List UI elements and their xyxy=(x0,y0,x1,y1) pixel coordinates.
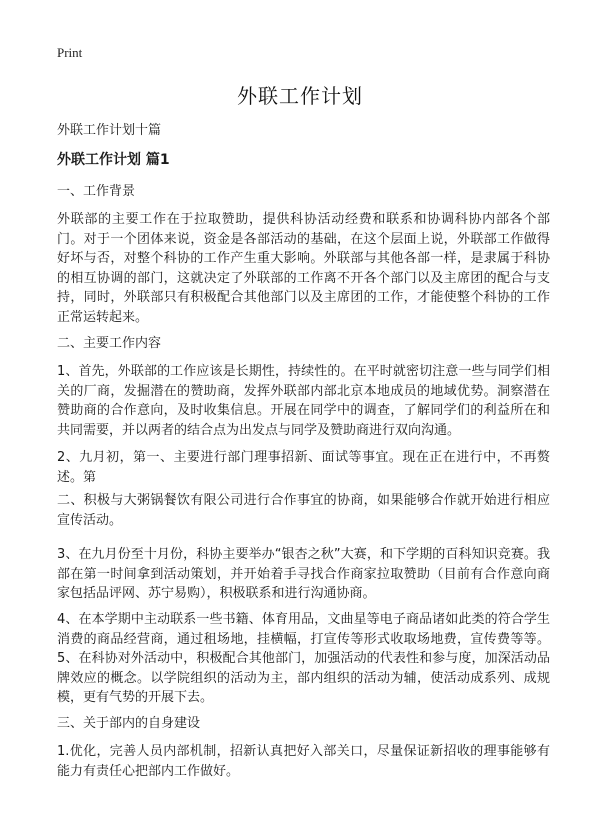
paragraph-background: 外联部的主要工作在于拉取赞助，提供科协活动经费和联系和协调科协内部各个部门。对于一个团体来说，资金是各部活动的基础，在这个层面上说，外联部工作做得好坏与否，对整个科协的工作产生重大影响。外联部与其他各部一样，是隶属于科协的相互协调的部门，这就决定了外联部的工作离不开各个部门以及主席团的配合与支持，同时，外联部只有积极配合其他部门以及主席团的工作，才能使整个科协的工作正常运转起来。 xyxy=(57,212,550,325)
section-heading-main-work: 二、主要工作内容 xyxy=(57,336,162,351)
document-subtitle: 外联工作计划十篇 xyxy=(57,123,162,138)
article-heading: 外联工作计划 篇1 xyxy=(57,152,170,168)
document-title: 外联工作计划 xyxy=(237,84,363,108)
paragraph-work-item-2: 2、九月初，第一、主要进行部门理事招新、面试等事宜。现在正在进行中，不再赘述。第 xyxy=(57,450,550,485)
print-label: Print xyxy=(57,45,83,60)
section-heading-self-building: 三、关于部内的自身建设 xyxy=(57,716,201,731)
paragraph-self-building-1: 1.优化，完善人员内部机制，招新认真把好入部关口，尽量保证新招收的理事能够有能力有责任心把部内工作做好。 xyxy=(57,744,550,779)
paragraph-work-item-3: 3、在九月份至十月份，科协主要举办“银杏之秋”大赛，和下学期的百科知识竞赛。我部在第一时间拿到活动策划，并开始着手寻找合作商家拉取赞助（目前有合作意向商家包括品评网、苏宁易购），积极联系和进行沟通协商。 xyxy=(57,547,550,601)
paragraph-work-item-4-5: 4、在本学期中主动联系一些书籍、体育用品，文曲星等电子商品诸如此类的符合学生消费的商品经营商，通过租场地，挂横幅，打宣传等形式收取场地费，宣传费等等。 5、在科协对外活动中，积极配合其他部门，加强活动的代表性和参与度，加深活动品牌效应的概念。以学院组织的活动为主，部内组织的活动为辅，使活动成系列、成规模，更有气势的开展下去。 xyxy=(57,612,550,705)
section-heading-background: 一、工作背景 xyxy=(57,184,136,199)
paragraph-work-item-2-cont: 二、积极与大粥锅餐饮有限公司进行合作事宜的协商，如果能够合作就开始进行相应宣传活动。 xyxy=(57,493,550,528)
paragraph-work-item-1: 1、首先，外联部的工作应该是长期性，持续性的。在平时就密切注意一些与同学们相关的厂商，发掘潜在的赞助商，发挥外联部内部北京本地成员的地域优势。洞察潜在赞助商的合作意向，及时收集信息。开展在同学中的调查，了解同学们的利益所在和共同需要，并以两者的结合点为出发点与同学及赞助商进行双向沟通。 xyxy=(57,364,550,438)
